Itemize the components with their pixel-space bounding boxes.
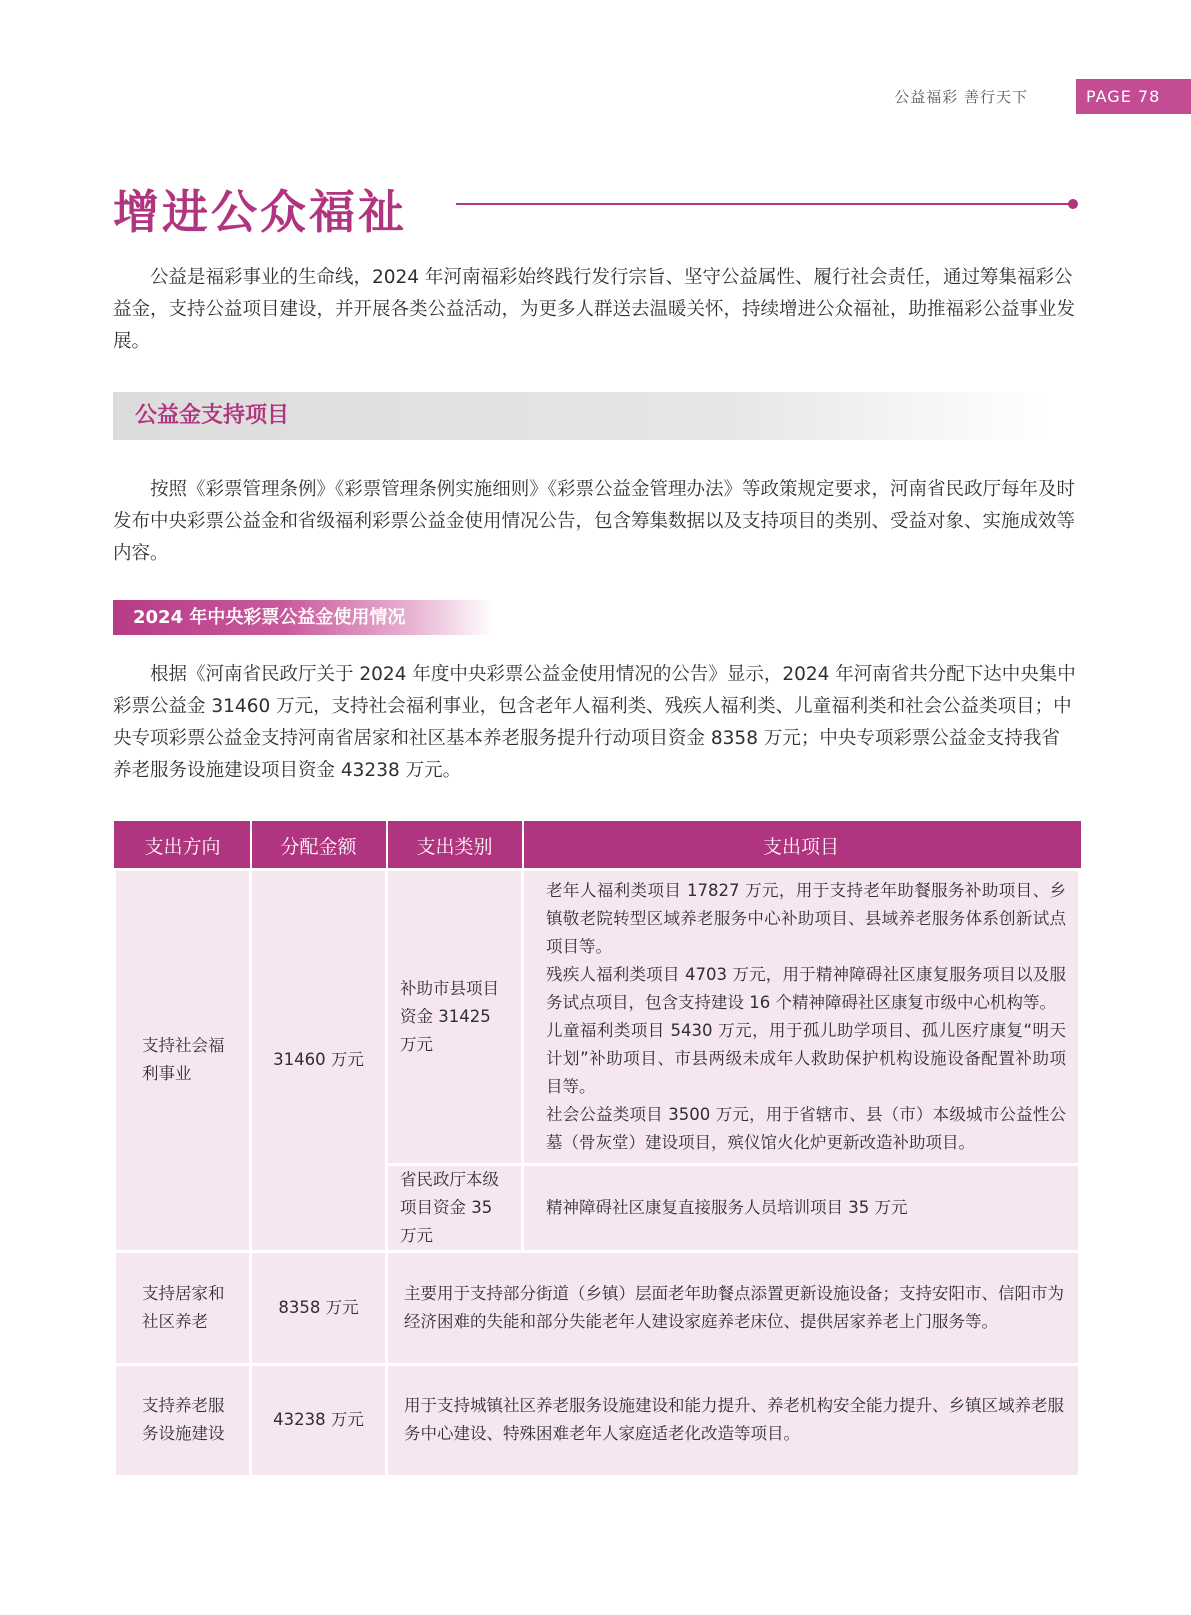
section-heading: 公益金支持项目 [135,403,290,428]
header-amount: 分配金额 [251,822,387,869]
table-row [115,1251,1080,1364]
cell-direction: 支持养老服务设施建设 [115,1364,251,1476]
cell-items: 精神障碍社区康复直接服务人员培训项目 35 万元 [523,1164,1080,1251]
central-fund-paragraph: 根据《河南省民政厅关于 2024 年度中央彩票公益金使用情况的公告》显示，2024 年河南省共分配下达中央集中彩票公益金 31460 万元，支持社会福利事业，包含老年人福利类、残疾人福利类、儿童福利类和社会公益类项目；中央专项彩票公益金支持河南省居家和社区基本养老服务提升行动项目资金 8358 万元；中央专项彩票公益金支持我省养老服务设施建设项目资金 43238 万元。 [113,664,1076,781]
cell-detail: 主要用于支持部分街道（乡镇）层面老年助餐点添置更新设施设备；支持安阳市、信阳市为经济困难的失能和部分失能老年人建设家庭养老床位、提供居家养老上门服务等。 [387,1251,1080,1364]
title-rule-dot [1068,199,1078,209]
cell-category: 省民政厅本级项目资金 35 万元 [387,1164,523,1251]
intro-paragraph: 公益是福彩事业的生命线，2024 年河南福彩始终践行发行宗旨、坚守公益属性、履行社会责任，通过筹集福彩公益金，支持公益项目建设，并开展各类公益活动，为更多人群送去温暖关怀，持续增进公众福祉，助推福彩公益事业发展。 [113,267,1076,352]
header-slogan: 公益福彩 善行天下 [894,88,1028,106]
item-disabled-welfare: 残疾人福利类项目 4703 万元，用于精神障碍社区康复服务项目以及服务试点项目，包含支持建设 16 个精神障碍社区康复市级中心机构等。 [546,964,1066,1012]
table-header-row [115,822,1080,869]
page-title: 增进公众福祉 [113,185,407,239]
item-public-welfare: 社会公益类项目 3500 万元，用于省辖市、县（市）本级城市公益性公墓（骨灰堂）建设项目，殡仪馆火化炉更新改造补助项目。 [546,1104,1066,1152]
item-elderly-welfare: 老年人福利类项目 17827 万元，用于支持老年助餐服务补助项目、乡镇敬老院转型区域养老服务中心补助项目、县域养老服务体系创新试点项目等。 [546,880,1066,956]
cell-amount: 31460 万元 [251,869,387,1251]
cell-direction: 支持居家和社区养老 [115,1251,251,1364]
cell-amount: 43238 万元 [251,1364,387,1476]
page-number-tag: PAGE 78 [1076,79,1191,114]
fund-usage-table [113,821,1081,1478]
table-row [115,1364,1080,1476]
cell-items [523,869,1080,1164]
cell-category: 补助市县项目资金 31425 万元 [387,869,523,1164]
policy-paragraph: 按照《彩票管理条例》《彩票管理条例实施细则》《彩票公益金管理办法》等政策规定要求，河南省民政厅每年及时发布中央彩票公益金和省级福利彩票公益金使用情况公告，包含筹集数据以及支持项目的类别、受益对象、实施成效等内容。 [113,479,1076,564]
subsection-heading: 2024 年中央彩票公益金使用情况 [133,607,406,628]
cell-detail: 用于支持城镇社区养老服务设施建设和能力提升、养老机构安全能力提升、乡镇区域养老服务中心建设、特殊困难老年人家庭适老化改造等项目。 [387,1364,1080,1476]
title-rule-line [456,203,1073,205]
header-items: 支出项目 [523,822,1080,869]
header-category: 支出类别 [387,822,523,869]
cell-direction: 支持社会福利事业 [115,869,251,1251]
header-direction: 支出方向 [115,822,251,869]
item-child-welfare: 儿童福利类项目 5430 万元，用于孤儿助学项目、孤儿医疗康复“明天计划”补助项目、市县两级未成年人救助保护机构设施设备配置补助项目等。 [546,1020,1066,1096]
table-row [115,869,1080,1164]
cell-amount: 8358 万元 [251,1251,387,1364]
